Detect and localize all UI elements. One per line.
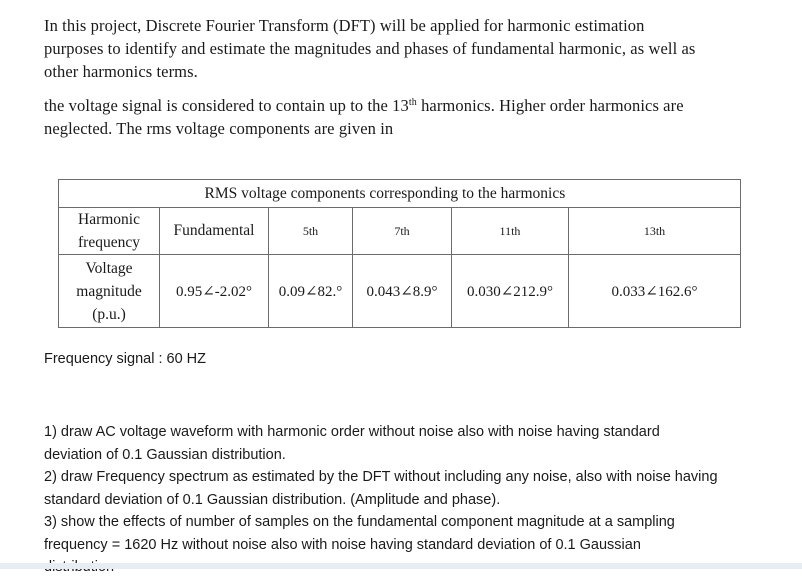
harmonic-5th: 5th (269, 208, 353, 255)
intro-line-1: In this project, Discrete Fourier Transform (DFT) will be applied for harmonic estimation (44, 16, 645, 35)
voltage-line-1-tail: harmonics. Higher order harmonics are (416, 96, 684, 115)
voltage-magnitude-header: Voltage magnitude (p.u.) (59, 255, 160, 328)
rms-voltage-table (58, 179, 741, 328)
superscript-th: th (408, 97, 417, 108)
harmonic-13th: 13th (569, 208, 741, 255)
page-bottom-strip (0, 563, 802, 569)
voltage-line-1-text: the voltage signal is considered to contain up to the 13 (44, 96, 409, 115)
harmonic-fundamental: Fundamental (160, 208, 269, 255)
table-caption: RMS voltage components corresponding to the harmonics (160, 180, 741, 208)
intro-line-2: purposes to identify and estimate the magnitudes and phases of fundamental harmonic, as well as (44, 39, 696, 58)
task-line-4: standard deviation of 0.1 Gaussian distribution. (Amplitude and phase). (44, 491, 501, 508)
intro-paragraph (44, 14, 774, 83)
task-line-2: deviation of 0.1 Gaussian distribution. (44, 446, 286, 463)
harmonic-frequency-header: Harmonic frequency (59, 208, 160, 255)
value-fundamental: 0.95∠-2.02° (160, 255, 269, 328)
value-11th: 0.030∠212.9° (452, 255, 569, 328)
harmonic-frequency-row (59, 208, 741, 255)
voltage-line-2: neglected. The rms voltage components are given in (44, 119, 394, 138)
task-line-5: 3) show the effects of number of samples on the fundamental component magnitude at a sampling (44, 514, 675, 530)
task-line-6: frequency = 1620 Hz without noise also with noise having standard deviation of 0.1 Gaussian (44, 536, 641, 553)
table-caption-row (59, 180, 741, 208)
task-line-1: 1) draw AC voltage waveform with harmonic order without noise also with noise having standard (44, 424, 660, 440)
value-5th: 0.09∠82.° (269, 255, 353, 328)
voltage-magnitude-row (59, 255, 741, 328)
harmonic-11th: 11th (452, 208, 569, 255)
voltage-paragraph (44, 94, 774, 140)
task-line-3: 2) draw Frequency spectrum as estimated by the DFT without including any noise, also with noise having (44, 469, 718, 485)
voltage-line-1 (44, 94, 774, 117)
frequency-signal: Frequency signal : 60 HZ (44, 351, 206, 367)
intro-line-3: other harmonics terms. (44, 62, 198, 81)
value-7th: 0.043∠8.9° (353, 255, 452, 328)
value-13th: 0.033∠162.6° (569, 255, 741, 328)
harmonic-7th: 7th (353, 208, 452, 255)
task-list (44, 421, 784, 579)
